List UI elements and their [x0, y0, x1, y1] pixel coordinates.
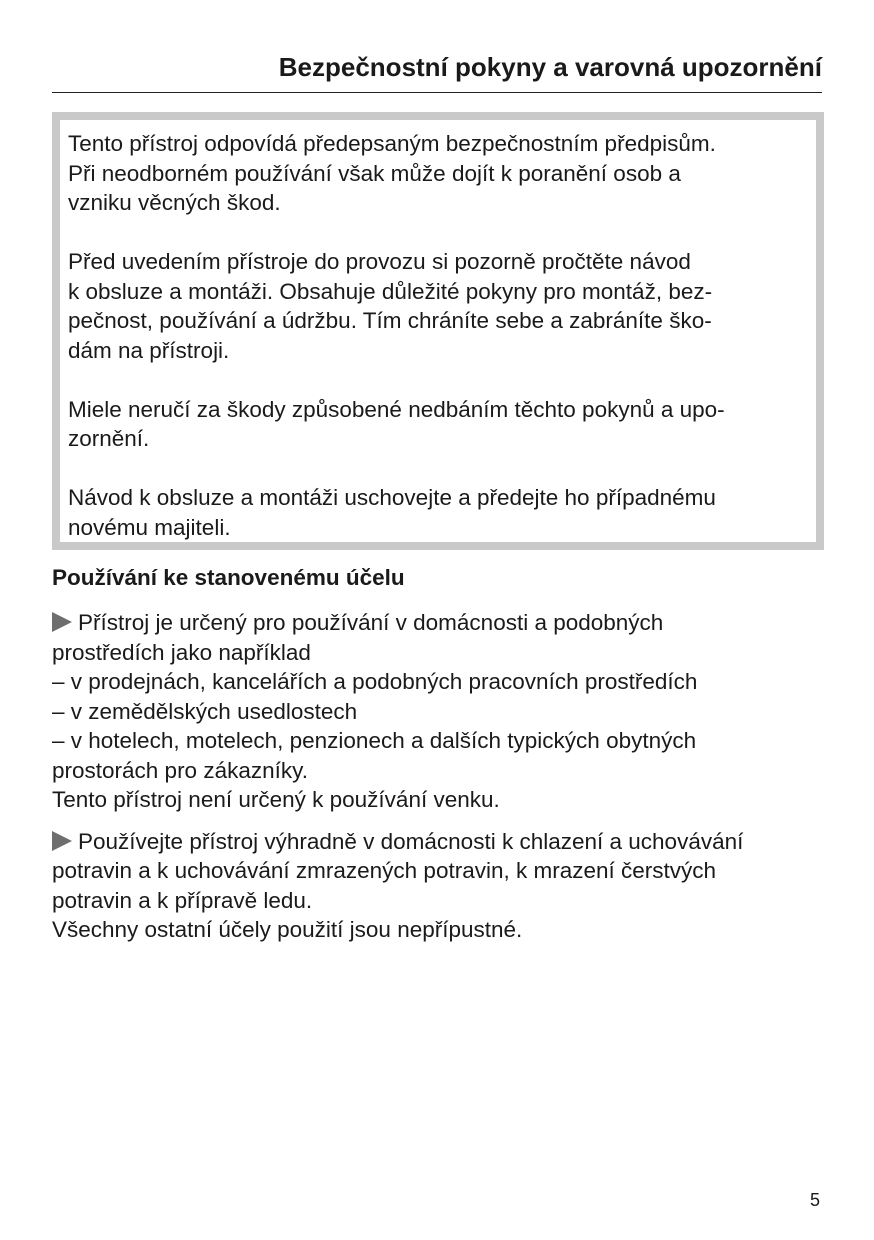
intended-use-section [52, 562, 832, 957]
intended-use-item-exclusive: Používejte přístroj výhradně v domácnosti k chlazení a uchovávání potravin a k uchovávání zmrazených potravin, k mrazení čerstvých potravin a k přípravě ledu. Všechny ostatní účely použití jsou nepřípustné. [52, 828, 744, 942]
page-header [52, 50, 822, 93]
notice-paragraph-liability: Miele neručí za škody způsobené nedbáním těchto pokynů a upo- zornění. [68, 396, 725, 451]
section-heading: Používání ke stanovenému účelu [52, 565, 405, 590]
notice-paragraph-compliance: Tento přístroj odpovídá předepsaným bezpečnostním předpisům. Při neodborném používání však může dojít k poranění osob a vzniku věcných škod. [68, 131, 716, 215]
safety-notice-content [60, 120, 816, 542]
notice-paragraph-keep-manual: Návod k obsluze a montáži uschovejte a předejte ho případnému novému majiteli. [68, 485, 716, 540]
notice-paragraph-read-manual: Před uvedením přístroje do provozu si pozorně pročtěte návod k obsluze a montáži. Obsahuje důležité pokyny pro montáž, bez- pečnost, používání a údržbu. Tím chráníte sebe a zabráníte ško- dám na přístroji. [68, 249, 713, 363]
page-title: Bezpečnostní pokyny a varovná upozornění [278, 52, 822, 82]
intended-use-item-household: Přístroj je určený pro používání v domácnosti a podobných prostředích jako například – v prodejnách, kancelářích a podobných pracovních prostředích – v zemědělských usedlostech – v hotelech, motelech, penzionech a dalších typických obytných prostorách pro zákazníky. Tento přístroj není určený k používání venku. [52, 610, 698, 812]
bullet-arrow-icon [52, 831, 72, 851]
page-number: 5 [809, 1190, 820, 1210]
safety-notice-box [52, 112, 824, 550]
bullet-arrow-icon [52, 612, 72, 632]
